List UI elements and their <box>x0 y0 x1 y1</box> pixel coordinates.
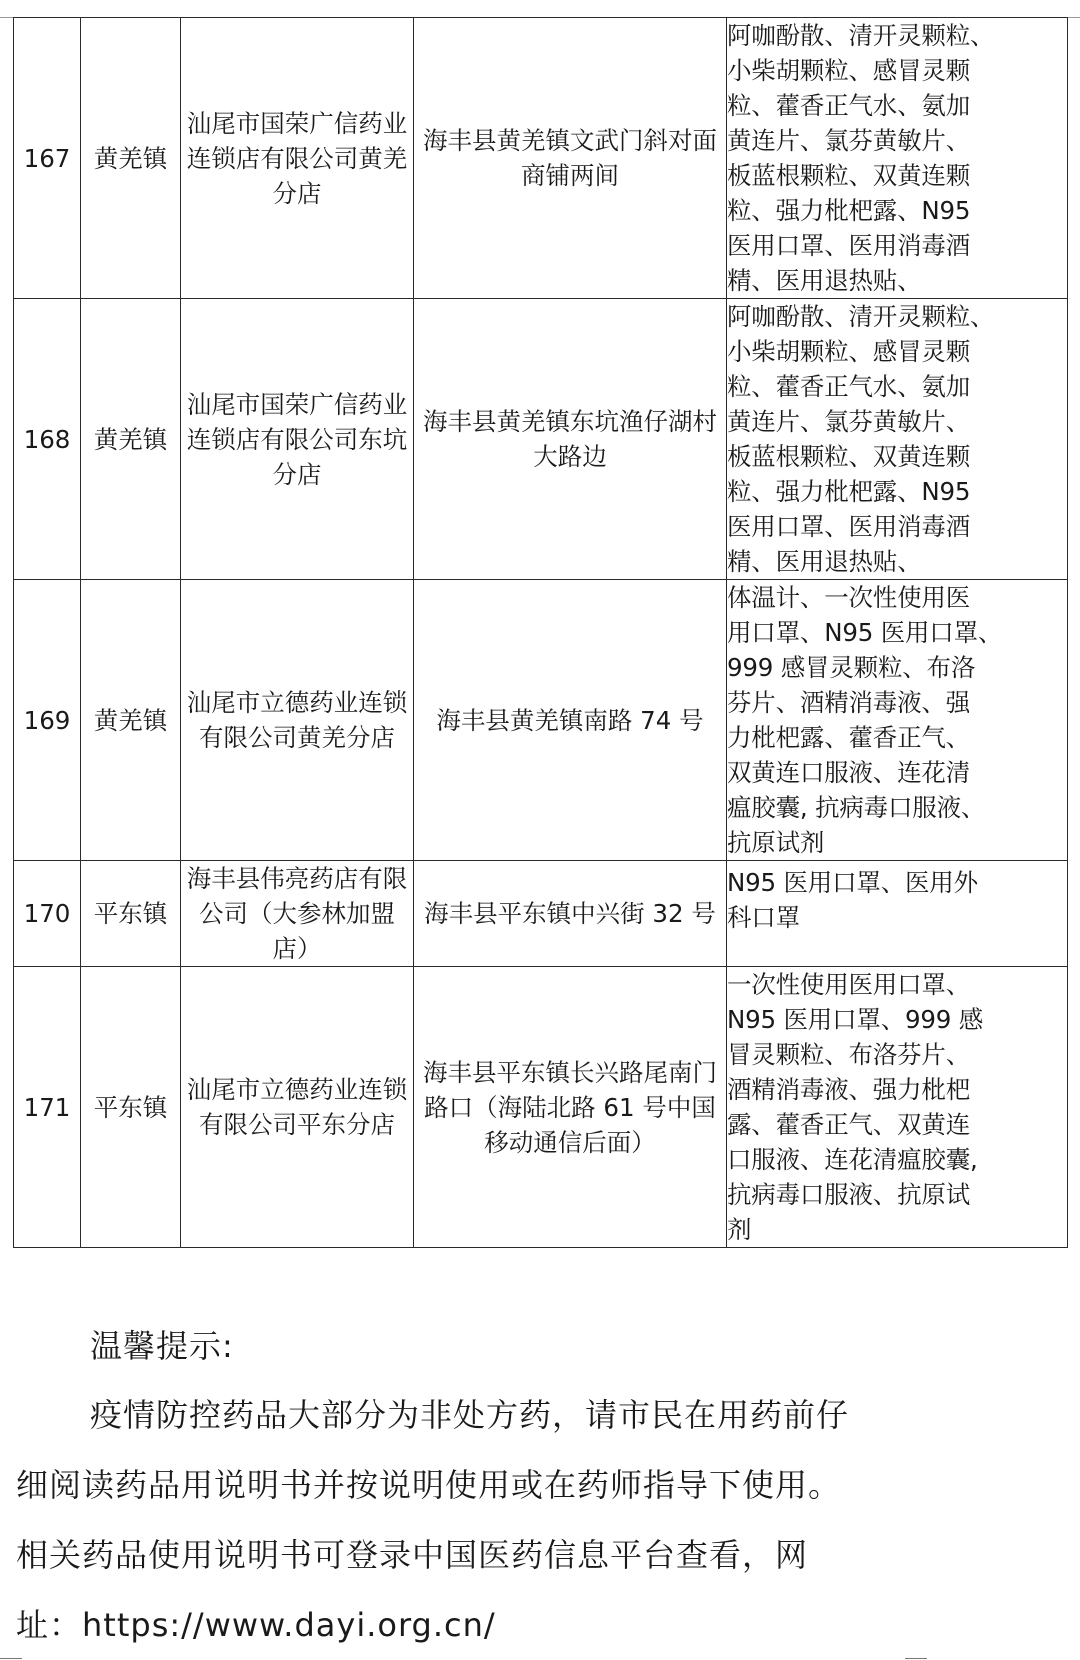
medicine-line: 医用口罩、医用消毒酒 <box>727 512 970 541</box>
store-name: 海丰县伟亮药店有限公司（大参林加盟店） <box>181 861 414 967</box>
store-table <box>13 17 1068 1248</box>
table-row <box>14 967 1068 1248</box>
store-name: 汕尾市国荣广信药业连锁店有限公司黄羌分店 <box>181 18 414 299</box>
row-number: 170 <box>14 861 81 967</box>
tip-line: 疫情防控药品大部分为非处方药，请市民在用药前仔 <box>90 1396 850 1434</box>
medicine-list <box>727 861 1068 967</box>
medicine-line: 999 感冒灵颗粒、布洛 <box>727 653 976 682</box>
medicine-line: 黄连片、氯芬黄敏片、 <box>727 126 970 155</box>
medicine-line: 力枇杷露、藿香正气、 <box>727 723 970 752</box>
row-number: 168 <box>14 299 81 580</box>
store-address: 海丰县黄羌镇东坑渔仔湖村大路边 <box>414 299 727 580</box>
town: 黄羌镇 <box>81 18 181 299</box>
row-number: 171 <box>14 967 81 1248</box>
medicine-line: 阿咖酚散、清开灵颗粒、 <box>727 302 995 331</box>
row-number: 169 <box>14 580 81 861</box>
medicine-line: 精、医用退热贴、 <box>727 266 922 295</box>
store-address: 海丰县平东镇中兴街 32 号 <box>414 861 727 967</box>
store-name: 汕尾市立德药业连锁有限公司平东分店 <box>181 967 414 1248</box>
store-address: 海丰县黄羌镇南路 74 号 <box>414 580 727 861</box>
store-address: 海丰县黄羌镇文武门斜对面商铺两间 <box>414 18 727 299</box>
medicine-line: 瘟胶囊, 抗病毒口服液、 <box>727 793 986 822</box>
table-row <box>14 299 1068 580</box>
medicine-list <box>727 299 1068 580</box>
store-name: 汕尾市立德药业连锁有限公司黄羌分店 <box>181 580 414 861</box>
medicine-line: 医用口罩、医用消毒酒 <box>727 231 970 260</box>
medicine-line: 剂 <box>727 1215 752 1244</box>
medicine-line: 露、藿香正气、双黄连 <box>727 1110 970 1139</box>
medicine-line: 粒、藿香正气水、氨加 <box>727 91 970 120</box>
medicine-line: 板蓝根颗粒、双黄连颗 <box>727 161 970 190</box>
medicine-line: 酒精消毒液、强力枇杷 <box>727 1075 970 1104</box>
medicine-line: 粒、藿香正气水、氨加 <box>727 372 970 401</box>
medicine-line: 口服液、连花清瘟胶囊, <box>727 1145 978 1174</box>
town: 平东镇 <box>81 967 181 1248</box>
medicine-list <box>727 580 1068 861</box>
page-bottom-marks <box>0 1651 1080 1659</box>
town: 黄羌镇 <box>81 580 181 861</box>
medicine-line: 科口罩 <box>727 903 800 932</box>
table-row <box>14 861 1068 967</box>
town: 黄羌镇 <box>81 299 181 580</box>
medicine-line: N95 医用口罩、999 感 <box>727 1005 984 1034</box>
medicine-line: 黄连片、氯芬黄敏片、 <box>727 407 970 436</box>
medicine-line: 抗原试剂 <box>727 828 825 857</box>
medicine-line: 粒、强力枇杷露、N95 <box>727 477 971 506</box>
town: 平东镇 <box>81 861 181 967</box>
medicine-line: 体温计、一次性使用医 <box>727 583 970 612</box>
tip-title: 温馨提示: <box>90 1327 234 1365</box>
tip-url-line: 址：https://www.dayi.org.cn/ <box>16 1606 496 1644</box>
medicine-line: 小柴胡颗粒、感冒灵颗 <box>727 56 970 85</box>
medicine-line: 小柴胡颗粒、感冒灵颗 <box>727 337 970 366</box>
tip-line: 细阅读药品用说明书并按说明使用或在药师指导下使用。 <box>16 1466 842 1504</box>
store-address: 海丰县平东镇长兴路尾南门路口（海陆北路 61 号中国移动通信后面） <box>414 967 727 1248</box>
medicine-line: 一次性使用医用口罩、 <box>727 970 970 999</box>
medicine-line: N95 医用口罩、医用外 <box>727 868 978 897</box>
table-row <box>14 580 1068 861</box>
tip-line: 相关药品使用说明书可登录中国医药信息平台查看，网 <box>16 1536 809 1574</box>
store-name: 汕尾市国荣广信药业连锁店有限公司东坑分店 <box>181 299 414 580</box>
medicine-list <box>727 18 1068 299</box>
medicine-line: 粒、强力枇杷露、N95 <box>727 196 971 225</box>
medicine-line: 冒灵颗粒、布洛芬片、 <box>727 1040 970 1069</box>
medicine-line: 抗病毒口服液、抗原试 <box>727 1180 970 1209</box>
row-number: 167 <box>14 18 81 299</box>
medicine-line: 阿咖酚散、清开灵颗粒、 <box>727 21 995 50</box>
medicine-line: 精、医用退热贴、 <box>727 547 922 576</box>
medicine-line: 芬片、酒精消毒液、强 <box>727 688 970 717</box>
page-top-rule <box>0 0 1080 18</box>
table-row <box>14 18 1068 299</box>
medicine-line: 用口罩、N95 医用口罩、 <box>727 618 1003 647</box>
medicine-list <box>727 967 1068 1248</box>
medicine-line: 板蓝根颗粒、双黄连颗 <box>727 442 970 471</box>
medicine-line: 双黄连口服液、连花清 <box>727 758 970 787</box>
